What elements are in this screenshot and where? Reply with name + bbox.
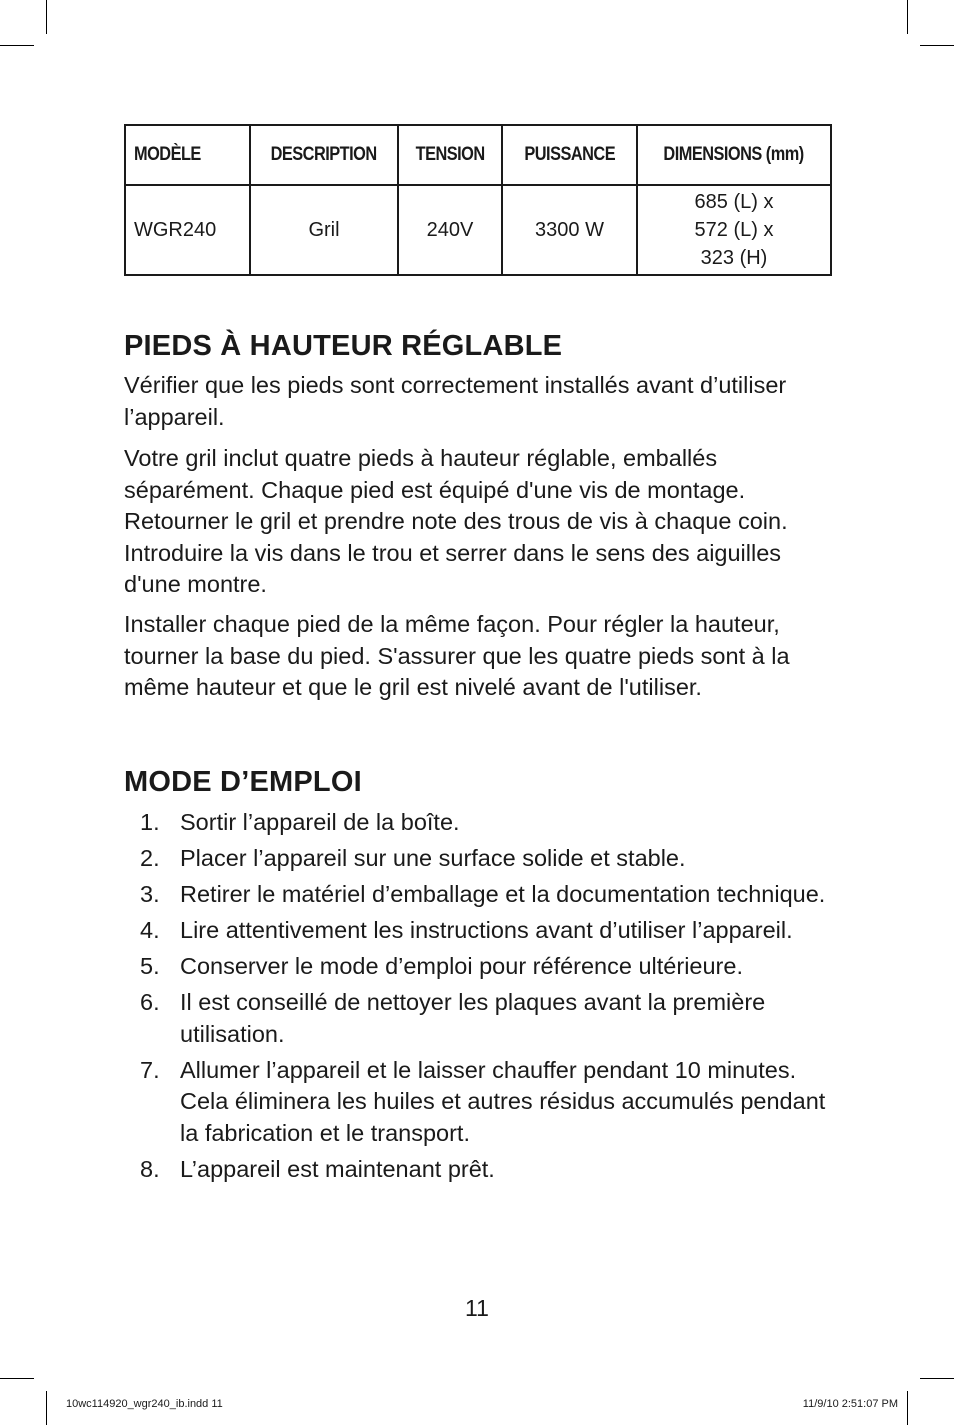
table-row: [125, 185, 831, 275]
list-item: [124, 1154, 834, 1186]
dimension-length: 685 (L) x: [694, 191, 774, 213]
step-number: 8.: [140, 1155, 160, 1182]
paragraph: Votre gril inclut quatre pieds à hauteur réglable, emballés séparément. Chaque pied est équipé d'une vis de montage. Retourner le gril et prendre note des trous de vis à chaque coin. Introduire la vis dans le trou et serrer dans le sens des aiguilles d'une montre.: [124, 445, 788, 597]
paragraph: Installer chaque pied de la même façon. Pour régler la hauteur, tourner la base du pied. S'assurer que les quatre pieds sont à la même hauteur et que le gril est nivelé avant de l'utiliser.: [124, 611, 790, 700]
usage-steps-list: [124, 807, 834, 1190]
cell-voltage: 240V: [398, 185, 502, 275]
dimension-width: 572 (L) x: [694, 219, 774, 241]
list-item: [124, 915, 834, 947]
step-text: L’appareil est maintenant prêt.: [180, 1155, 495, 1182]
crop-mark: [907, 1391, 908, 1425]
spec-table: [124, 124, 832, 276]
list-item: [124, 843, 834, 875]
step-text: Placer l’appareil sur une surface solide et stable.: [180, 845, 686, 871]
paragraph: Vérifier que les pieds sont correctement installés avant d’utiliser l’appareil.: [124, 372, 787, 430]
column-header-voltage: TENSION: [398, 125, 502, 185]
cell-power: 3300 W: [502, 185, 637, 275]
crop-mark: [920, 45, 954, 46]
crop-mark: [46, 0, 47, 34]
table-header-row: [125, 125, 831, 185]
step-number: 6.: [140, 989, 160, 1015]
list-item: [124, 879, 834, 911]
step-text: Lire attentivement les instructions avant d’utiliser l’appareil.: [180, 917, 793, 943]
section-heading-usage: MODE D’EMPLOI: [124, 766, 362, 798]
dimension-height: 323 (H): [700, 247, 768, 269]
step-number: 5.: [140, 953, 160, 979]
column-header-power: PUISSANCE: [502, 125, 637, 185]
page-number: 11: [465, 1295, 489, 1321]
step-number: 3.: [140, 881, 160, 907]
step-text: Allumer l’appareil et le laisser chauffer pendant 10 minutes. Cela éliminera les huiles et autres résidus accumulés pendant la fabrication et le transport.: [180, 1056, 826, 1146]
step-text: Il est conseillé de nettoyer les plaques avant la première utilisation.: [180, 989, 766, 1047]
crop-mark: [0, 45, 34, 46]
slug-timestamp: 11/9/10 2:51:07 PM: [802, 1398, 898, 1410]
list-item: [124, 987, 834, 1050]
crop-mark: [46, 1391, 47, 1425]
step-text: Retirer le matériel d’emballage et la documentation technique.: [180, 881, 826, 907]
step-text: Conserver le mode d’emploi pour référence ultérieure.: [180, 953, 743, 979]
list-item: [124, 1055, 834, 1150]
step-text: Sortir l’appareil de la boîte.: [180, 809, 460, 835]
cell-model: WGR240: [125, 185, 250, 275]
crop-mark: [907, 0, 908, 34]
list-item: [124, 807, 834, 839]
column-header-model: MODÈLE: [125, 125, 250, 185]
crop-mark: [920, 1378, 954, 1379]
cell-dimensions: [637, 185, 831, 275]
step-number: 1.: [140, 809, 160, 835]
crop-mark: [0, 1378, 34, 1379]
cell-description: Gril: [250, 185, 398, 275]
step-number: 7.: [140, 1056, 160, 1083]
column-header-description: DESCRIPTION: [250, 125, 398, 185]
step-number: 4.: [140, 917, 160, 943]
slug-filename: 10wc114920_wgr240_ib.indd 11: [66, 1398, 223, 1410]
section-heading-adjustable-feet: PIEDS À HAUTEUR RÉGLABLE: [124, 330, 563, 362]
list-item: [124, 951, 834, 983]
step-number: 2.: [140, 845, 160, 871]
column-header-dimensions: DIMENSIONS (mm): [637, 125, 831, 185]
